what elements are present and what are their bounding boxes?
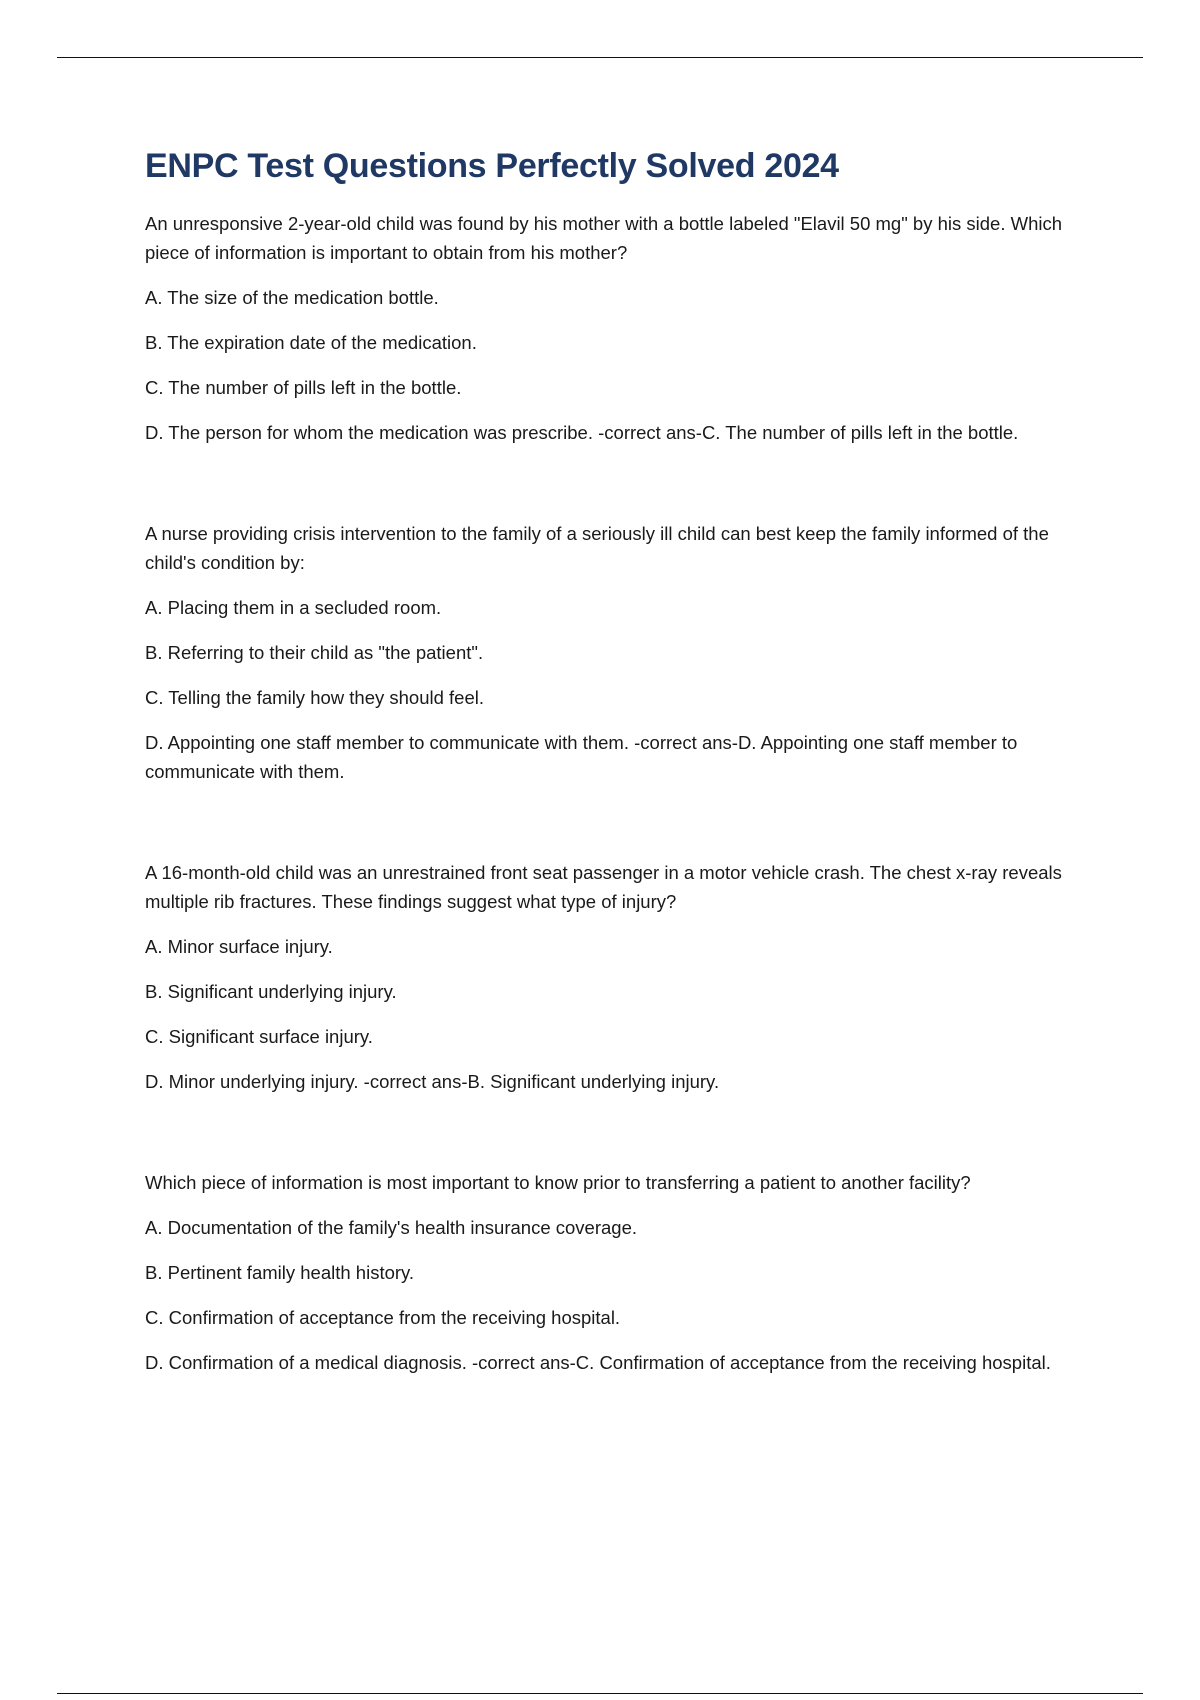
- answer-option: B. The expiration date of the medication.: [145, 331, 477, 353]
- header-rule: [57, 57, 1143, 58]
- question-text: An unresponsive 2-year-old child was found by his mother with a bottle labeled "Elavil 50 mg" by his side. Which piece of information is important to obtain from his mother?: [145, 212, 1063, 263]
- answer-option: A. Minor surface injury.: [145, 935, 333, 957]
- footer-rule: [57, 1693, 1143, 1694]
- answer-option: C. The number of pills left in the bottle.: [145, 376, 462, 398]
- answer-option: C. Significant surface injury.: [145, 1025, 373, 1047]
- question-text: A nurse providing crisis intervention to the family of a seriously ill child can best keep the family informed of the child's condition by:: [145, 522, 1049, 573]
- document-body: [145, 146, 1090, 1377]
- answer-option: A. Placing them in a secluded room.: [145, 596, 442, 618]
- answer-option-with-key: D. Appointing one staff member to communicate with them. -correct ans-D. Appointing one staff member to communicate with them.: [145, 731, 1018, 782]
- question-text: A 16-month-old child was an unrestrained front seat passenger in a motor vehicle crash. The chest x-ray reveals multiple rib fractures. These findings suggest what type of injury?: [145, 861, 1062, 912]
- document-title: ENPC Test Questions Perfectly Solved 2024: [145, 147, 839, 185]
- answer-option: A. Documentation of the family's health insurance coverage.: [145, 1216, 637, 1238]
- answer-option: B. Pertinent family health history.: [145, 1261, 415, 1283]
- question-block: [145, 858, 1090, 1096]
- question-block: [145, 209, 1090, 447]
- answer-option: A. The size of the medication bottle.: [145, 286, 439, 308]
- answer-option-with-key: D. The person for whom the medication was prescribe. -correct ans-C. The number of pills left in the bottle.: [145, 421, 1019, 443]
- answer-option: C. Confirmation of acceptance from the receiving hospital.: [145, 1306, 621, 1328]
- question-text: Which piece of information is most important to know prior to transferring a patient to another facility?: [145, 1171, 971, 1193]
- answer-option: B. Significant underlying injury.: [145, 980, 397, 1002]
- answer-option: B. Referring to their child as "the patient".: [145, 641, 484, 663]
- question-block: [145, 519, 1090, 786]
- answer-option-with-key: D. Minor underlying injury. -correct ans-B. Significant underlying injury.: [145, 1070, 720, 1092]
- answer-option: C. Telling the family how they should feel.: [145, 686, 485, 708]
- answer-option-with-key: D. Confirmation of a medical diagnosis. -correct ans-C. Confirmation of acceptance from the receiving hospital.: [145, 1351, 1051, 1373]
- question-block: [145, 1168, 1090, 1377]
